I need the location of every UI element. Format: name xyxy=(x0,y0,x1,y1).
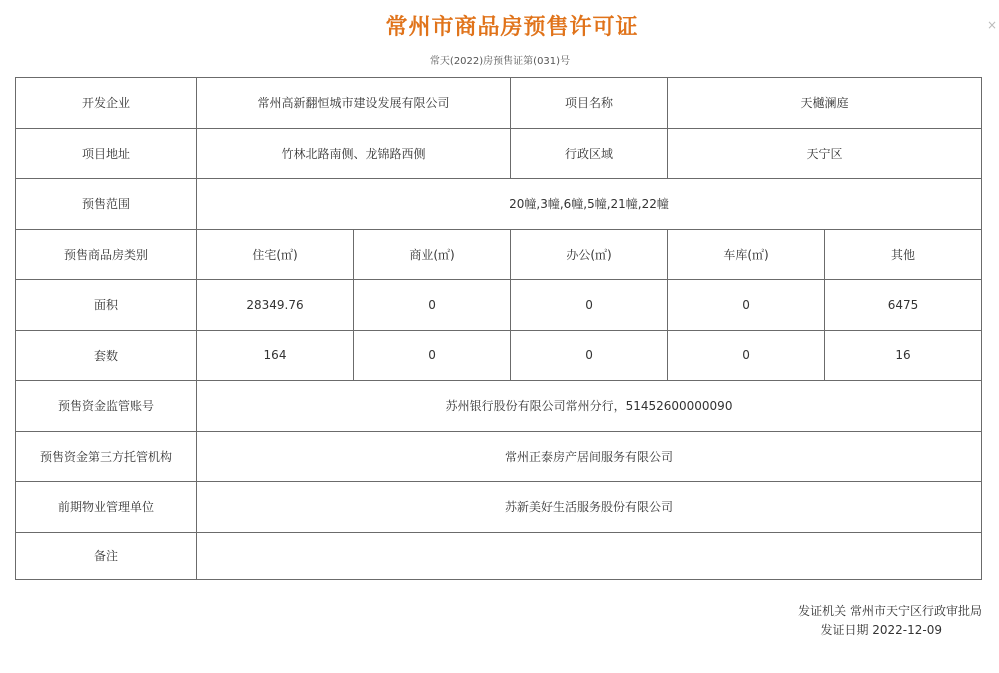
address-value: 竹林北路南侧、龙锦路西侧 xyxy=(197,128,511,179)
area-label: 面积 xyxy=(16,280,197,331)
developer-label: 开发企业 xyxy=(16,78,197,129)
issuer-line: 发证机关 常州市天宁区行政审批局 xyxy=(798,604,982,618)
table-row xyxy=(16,128,982,179)
district-value: 天宁区 xyxy=(668,128,982,179)
area-garage: 0 xyxy=(668,280,825,331)
table-row xyxy=(16,280,982,331)
units-residential: 164 xyxy=(197,330,354,381)
address-label: 项目地址 xyxy=(16,128,197,179)
table-row xyxy=(16,330,982,381)
area-residential: 28349.76 xyxy=(197,280,354,331)
category-garage: 车库(㎡) xyxy=(668,229,825,280)
area-office: 0 xyxy=(511,280,668,331)
units-commercial: 0 xyxy=(354,330,511,381)
permit-table xyxy=(15,77,982,580)
remarks-value xyxy=(197,532,982,579)
category-commercial: 商业(㎡) xyxy=(354,229,511,280)
remarks-label: 备注 xyxy=(16,532,197,579)
category-other: 其他 xyxy=(825,229,982,280)
area-other: 6475 xyxy=(825,280,982,331)
property-mgmt-label: 前期物业管理单位 xyxy=(16,482,197,533)
scope-label: 预售范围 xyxy=(16,179,197,230)
area-commercial: 0 xyxy=(354,280,511,331)
table-row xyxy=(16,381,982,432)
escrow-account-value: 苏州银行股份有限公司常州分行，51452600000090 xyxy=(197,381,982,432)
project-name-label: 项目名称 xyxy=(511,78,668,129)
table-row xyxy=(16,482,982,533)
issuer-footer xyxy=(798,602,982,640)
district-label: 行政区域 xyxy=(511,128,668,179)
escrow-agency-label: 预售资金第三方托管机构 xyxy=(16,431,197,482)
units-label: 套数 xyxy=(16,330,197,381)
property-mgmt-value: 苏新美好生活服务股份有限公司 xyxy=(197,482,982,533)
table-row xyxy=(16,179,982,230)
table-row xyxy=(16,431,982,482)
table-row xyxy=(16,229,982,280)
units-office: 0 xyxy=(511,330,668,381)
escrow-account-label: 预售资金监管账号 xyxy=(16,381,197,432)
table-row xyxy=(16,78,982,129)
escrow-agency-value: 常州正泰房产居间服务有限公司 xyxy=(197,431,982,482)
category-residential: 住宅(㎡) xyxy=(197,229,354,280)
project-name-value: 天樾澜庭 xyxy=(668,78,982,129)
permit-number: 常天(2022)房预售证第(031)号 xyxy=(429,56,571,67)
units-other: 16 xyxy=(825,330,982,381)
developer-value: 常州高新翻恒城市建设发展有限公司 xyxy=(197,78,511,129)
scope-value: 20幢,3幢,6幢,5幢,21幢,22幢 xyxy=(197,179,982,230)
category-office: 办公(㎡) xyxy=(511,229,668,280)
units-garage: 0 xyxy=(668,330,825,381)
close-icon[interactable]: × xyxy=(986,18,997,32)
page-title: 常州市商品房预售许可证 xyxy=(385,15,639,40)
table-row xyxy=(16,532,982,579)
category-label: 预售商品房类别 xyxy=(16,229,197,280)
issue-date-line: 发证日期 2022-12-09 xyxy=(820,623,942,637)
